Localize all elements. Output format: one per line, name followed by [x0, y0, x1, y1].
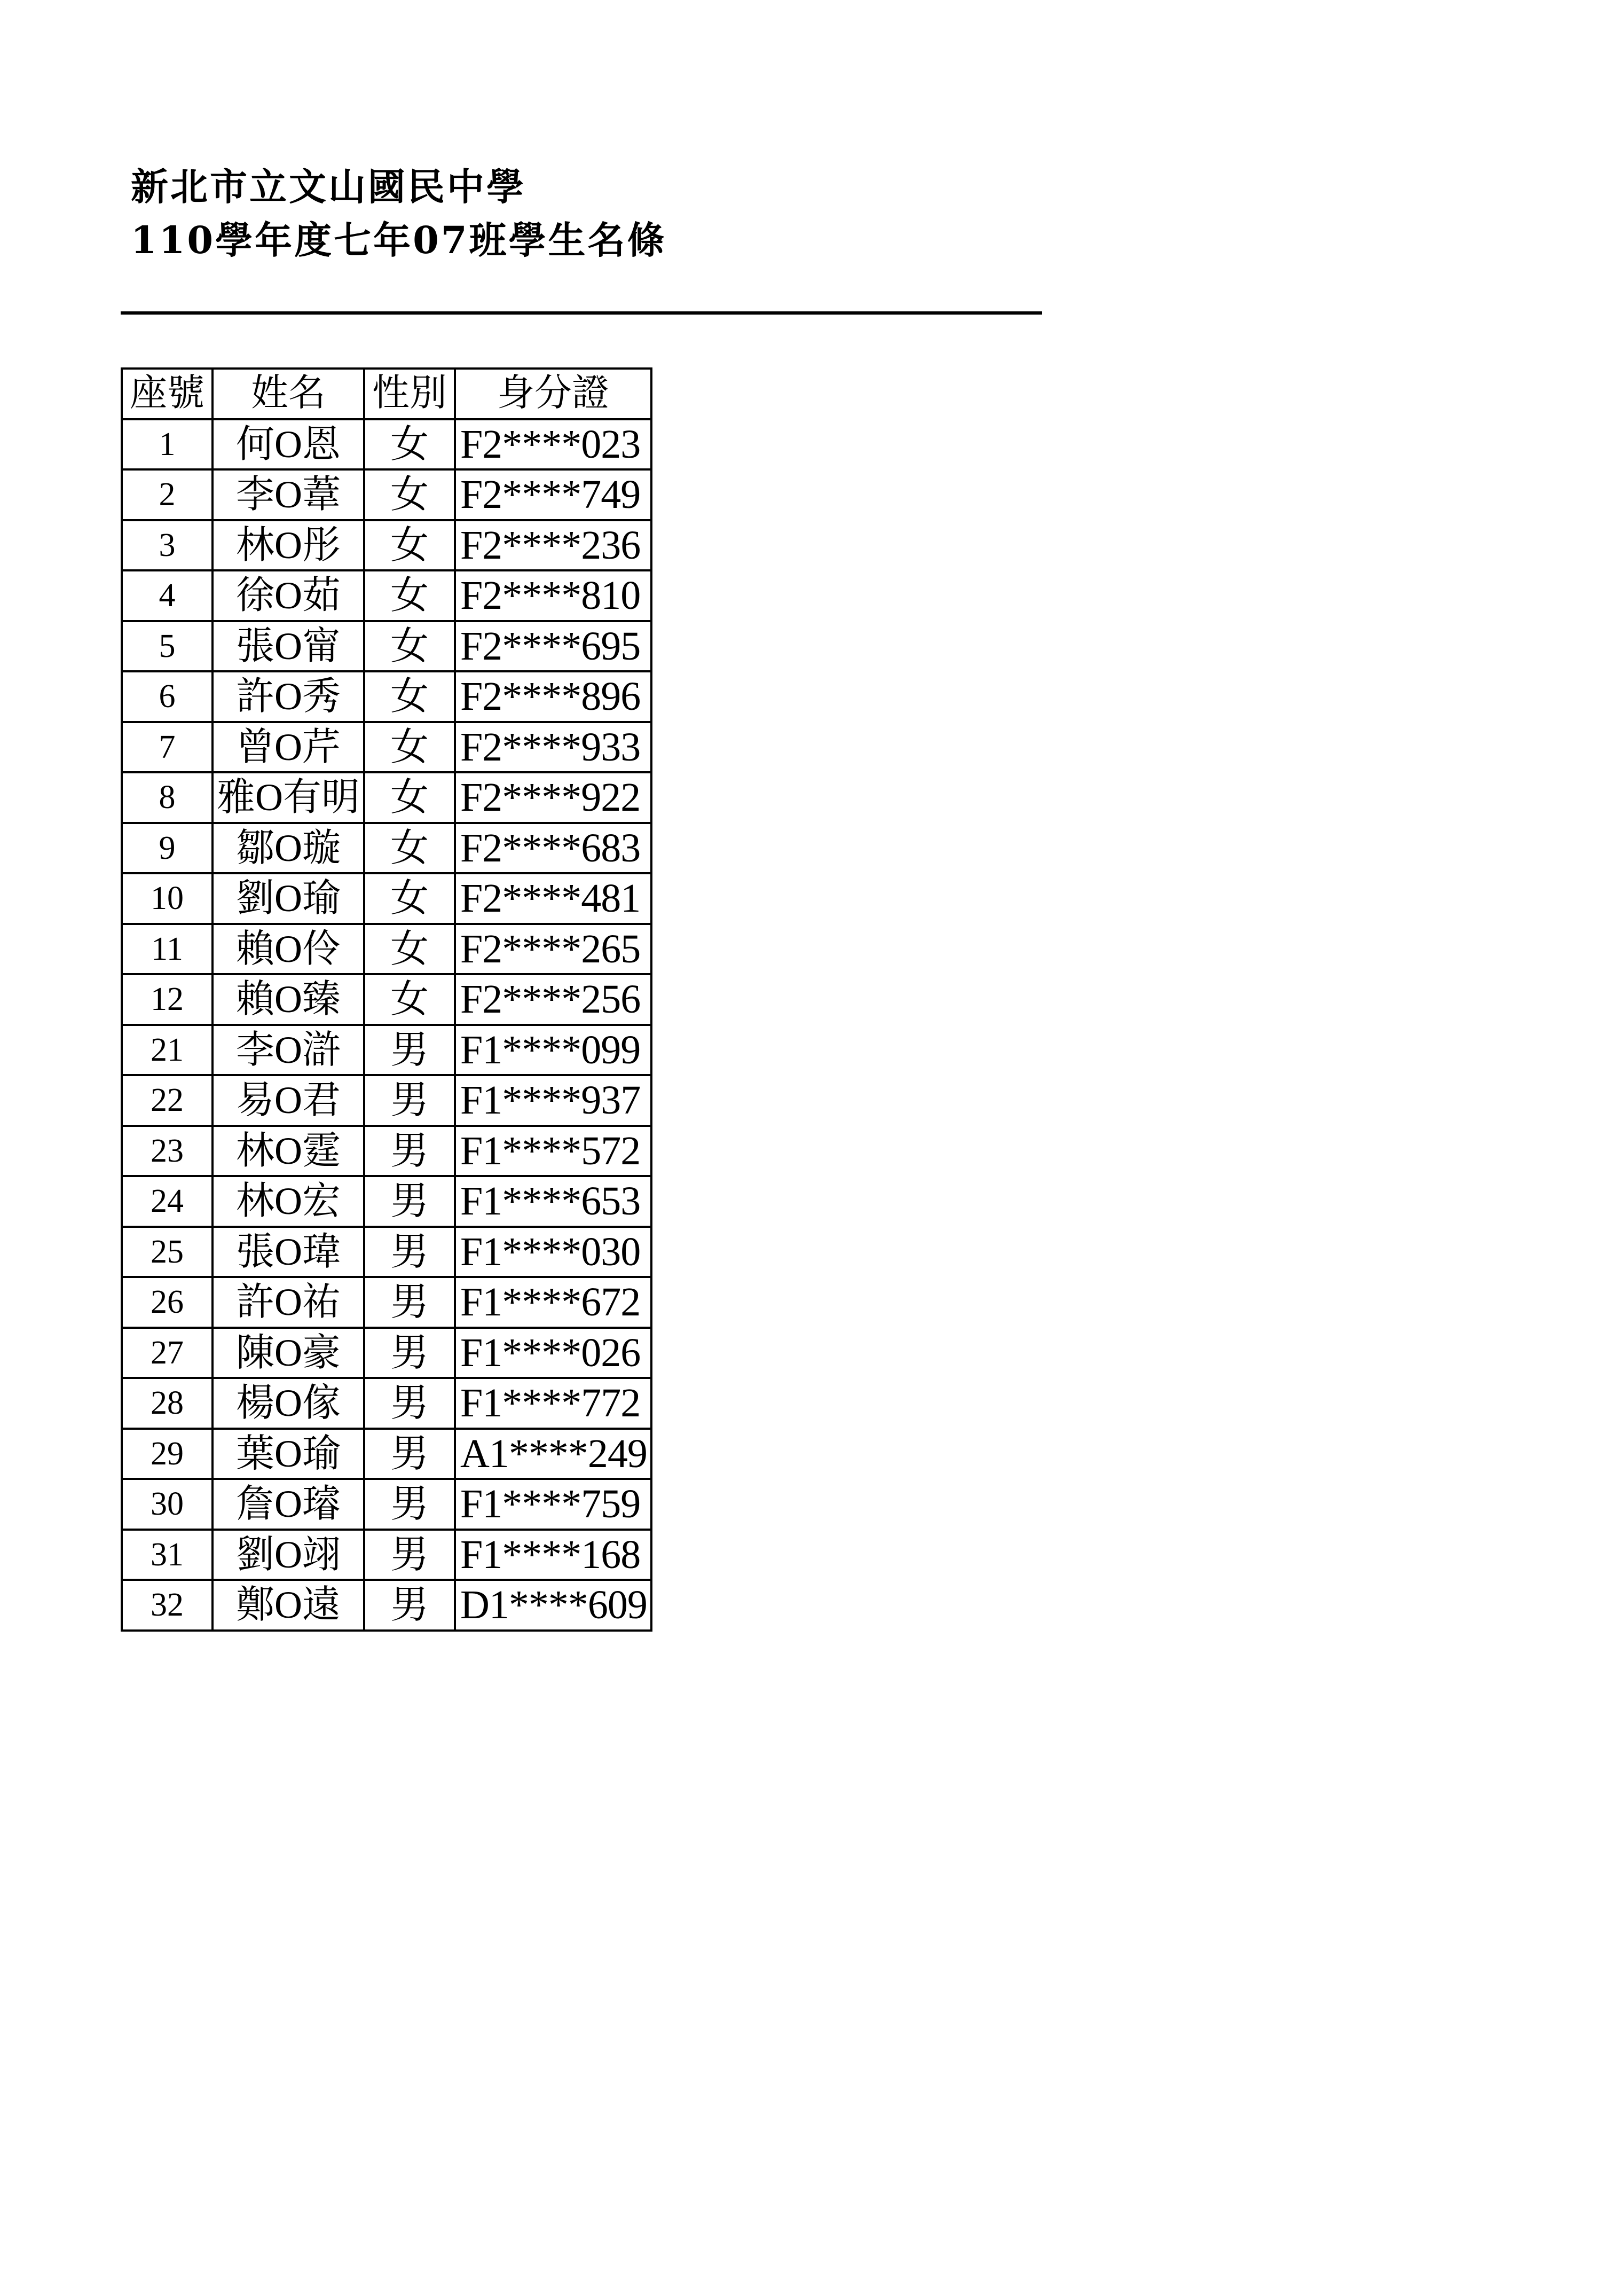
id-cell: F1****672	[455, 1277, 651, 1328]
id-cell: F2****256	[455, 974, 651, 1025]
seat-cell: 3	[122, 520, 213, 571]
name-cell: 雅O有明	[213, 772, 364, 823]
seat-cell: 29	[122, 1429, 213, 1479]
name-cell: 賴O伶	[213, 924, 364, 975]
table-row	[122, 1277, 651, 1328]
id-cell: F1****772	[455, 1378, 651, 1429]
gender-cell: 女	[364, 520, 455, 571]
id-cell: F1****572	[455, 1126, 651, 1177]
gender-cell: 男	[364, 1328, 455, 1378]
id-cell: A1****249	[455, 1429, 651, 1479]
name-cell: 劉O瑜	[213, 873, 364, 924]
seat-cell: 2	[122, 469, 213, 520]
id-cell: F2****896	[455, 671, 651, 722]
seat-cell: 30	[122, 1479, 213, 1530]
table-row	[122, 1378, 651, 1429]
table-row	[122, 671, 651, 722]
id-cell: F1****026	[455, 1328, 651, 1378]
name-cell: 李O葦	[213, 469, 364, 520]
roster-title: 110學年度七年07班學生名條	[131, 218, 667, 262]
id-cell: F1****653	[455, 1176, 651, 1227]
id-cell: F1****168	[455, 1530, 651, 1580]
name-cell: 陳O豪	[213, 1328, 364, 1378]
name-cell: 何O恩	[213, 419, 364, 470]
gender-cell: 女	[364, 469, 455, 520]
id-cell: F2****236	[455, 520, 651, 571]
id-cell: F2****695	[455, 621, 651, 672]
student-roster-table	[121, 367, 652, 1632]
name-cell: 張O甯	[213, 621, 364, 672]
table-row	[122, 1580, 651, 1631]
name-cell: 詹O璿	[213, 1479, 364, 1530]
seat-cell: 21	[122, 1025, 213, 1076]
gender-cell: 男	[364, 1378, 455, 1429]
header-seat: 座號	[122, 369, 213, 419]
school-name: 新北市立文山國民中學	[131, 164, 526, 209]
table-row	[122, 1176, 651, 1227]
seat-cell: 7	[122, 722, 213, 773]
name-cell: 鄭O遠	[213, 1580, 364, 1631]
id-cell: F2****749	[455, 469, 651, 520]
header-name: 姓名	[213, 369, 364, 419]
id-cell: F2****933	[455, 722, 651, 773]
gender-cell: 男	[364, 1530, 455, 1580]
seat-cell: 28	[122, 1378, 213, 1429]
table-row	[122, 873, 651, 924]
seat-cell: 24	[122, 1176, 213, 1227]
name-cell: 賴O臻	[213, 974, 364, 1025]
table-row	[122, 1126, 651, 1177]
seat-cell: 1	[122, 419, 213, 470]
id-cell: F1****937	[455, 1075, 651, 1126]
name-cell: 徐O茹	[213, 570, 364, 621]
name-cell: 楊O傢	[213, 1378, 364, 1429]
seat-cell: 9	[122, 823, 213, 874]
gender-cell: 女	[364, 823, 455, 874]
name-cell: 林O霆	[213, 1126, 364, 1177]
table-row	[122, 722, 651, 773]
id-cell: F1****030	[455, 1227, 651, 1278]
gender-cell: 男	[364, 1429, 455, 1479]
table-row	[122, 823, 651, 874]
name-cell: 易O君	[213, 1075, 364, 1126]
gender-cell: 女	[364, 873, 455, 924]
gender-cell: 男	[364, 1025, 455, 1076]
header-divider	[121, 311, 1042, 315]
id-cell: F1****759	[455, 1479, 651, 1530]
gender-cell: 男	[364, 1277, 455, 1328]
table-row	[122, 974, 651, 1025]
id-cell: F1****099	[455, 1025, 651, 1076]
table-header-row	[122, 369, 651, 419]
table-row	[122, 924, 651, 975]
table-row	[122, 772, 651, 823]
gender-cell: 女	[364, 621, 455, 672]
seat-cell: 22	[122, 1075, 213, 1126]
id-cell: F2****481	[455, 873, 651, 924]
header-id: 身分證	[455, 369, 651, 419]
seat-cell: 6	[122, 671, 213, 722]
gender-cell: 女	[364, 974, 455, 1025]
gender-cell: 女	[364, 570, 455, 621]
gender-cell: 女	[364, 772, 455, 823]
name-cell: 李O滸	[213, 1025, 364, 1076]
name-cell: 許O秀	[213, 671, 364, 722]
table-row	[122, 621, 651, 672]
seat-cell: 25	[122, 1227, 213, 1278]
table-row	[122, 1429, 651, 1479]
seat-cell: 32	[122, 1580, 213, 1631]
table-row	[122, 1328, 651, 1378]
name-cell: 葉O瑜	[213, 1429, 364, 1479]
name-cell: 鄒O璇	[213, 823, 364, 874]
table-row	[122, 1227, 651, 1278]
seat-cell: 10	[122, 873, 213, 924]
name-cell: 林O宏	[213, 1176, 364, 1227]
document-header	[131, 160, 667, 267]
id-cell: F2****922	[455, 772, 651, 823]
table-row	[122, 419, 651, 470]
seat-cell: 31	[122, 1530, 213, 1580]
id-cell: F2****810	[455, 570, 651, 621]
seat-cell: 26	[122, 1277, 213, 1328]
id-cell: F2****265	[455, 924, 651, 975]
id-cell: F2****023	[455, 419, 651, 470]
seat-cell: 11	[122, 924, 213, 975]
name-cell: 許O祐	[213, 1277, 364, 1328]
name-cell: 張O瑋	[213, 1227, 364, 1278]
id-cell: F2****683	[455, 823, 651, 874]
name-cell: 劉O翊	[213, 1530, 364, 1580]
table-row	[122, 570, 651, 621]
gender-cell: 男	[364, 1126, 455, 1177]
seat-cell: 23	[122, 1126, 213, 1177]
seat-cell: 12	[122, 974, 213, 1025]
table-row	[122, 1530, 651, 1580]
header-gender: 性別	[364, 369, 455, 419]
gender-cell: 男	[364, 1580, 455, 1631]
seat-cell: 27	[122, 1328, 213, 1378]
table-row	[122, 520, 651, 571]
seat-cell: 5	[122, 621, 213, 672]
gender-cell: 男	[364, 1479, 455, 1530]
seat-cell: 8	[122, 772, 213, 823]
table-row	[122, 1025, 651, 1076]
seat-cell: 4	[122, 570, 213, 621]
gender-cell: 女	[364, 419, 455, 470]
table-row	[122, 469, 651, 520]
gender-cell: 女	[364, 722, 455, 773]
gender-cell: 女	[364, 671, 455, 722]
name-cell: 林O彤	[213, 520, 364, 571]
table-row	[122, 1479, 651, 1530]
gender-cell: 男	[364, 1227, 455, 1278]
gender-cell: 男	[364, 1075, 455, 1126]
table-row	[122, 1075, 651, 1126]
id-cell: D1****609	[455, 1580, 651, 1631]
name-cell: 曾O芹	[213, 722, 364, 773]
gender-cell: 女	[364, 924, 455, 975]
gender-cell: 男	[364, 1176, 455, 1227]
